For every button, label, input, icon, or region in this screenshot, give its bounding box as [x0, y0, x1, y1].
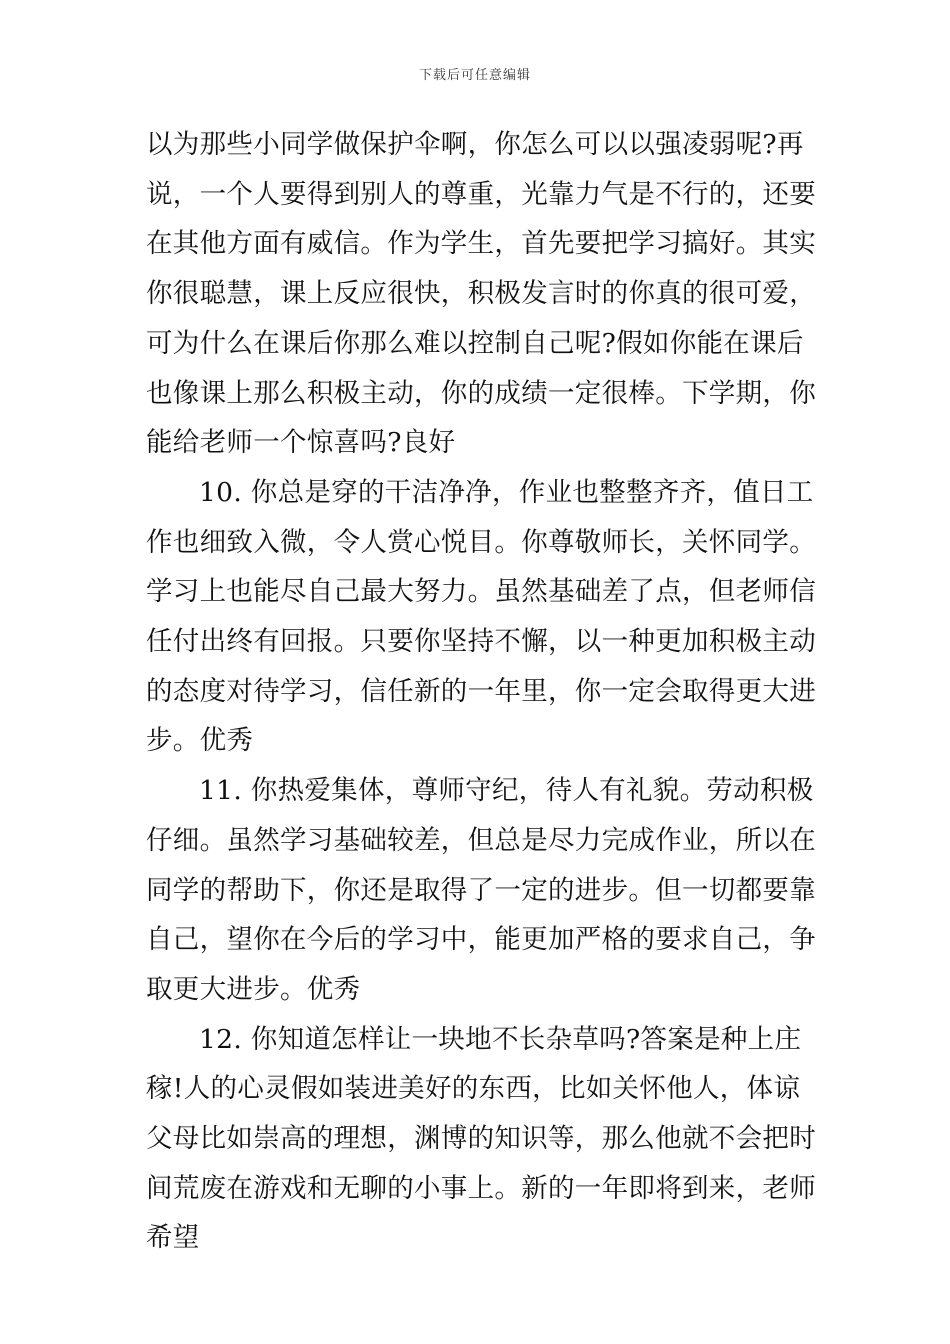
document-body: [146, 120, 816, 1263]
paragraph-10: 10. 你总是穿的干洁净净，作业也整整齐齐，值日工作也细致入微，令人赏心悦目。你尊敬师长，关怀同学。学习上也能尽自己最大努力。虽然基础差了点，但老师信任付出终有回报。只要你坚持不懈，以一种更加积极主动的态度对待学习，信任新的一年里，你一定会取得更大进步。优秀: [146, 476, 816, 757]
paragraph-continued: 以为那些小同学做保护伞啊，你怎么可以以强凌弱呢?再说，一个人要得到别人的尊重，光靠力气是不行的，还要在其他方面有威信。作为学生，首先要把学习搞好。其实你很聪慧，课上反应很快，积极发言时的你真的很可爱，可为什么在课后你那么难以控制自己呢?假如你能在课后也像课上那么积极主动，你的成绩一定很棒。下学期，你能给老师一个惊喜吗?良好: [146, 129, 816, 459]
paragraph-11: 11. 你热爱集体，尊师守纪，待人有礼貌。劳动积极仔细。虽然学习基础较差，但总是尽力完成作业，所以在同学的帮助下，你还是取得了一定的进步。但一切都要靠自己，望你在今后的学习中，能更加严格的要求自己，争取更大进步。优秀: [146, 775, 816, 1005]
paragraph-12: 12. 你知道怎样让一块地不长杂草吗?答案是种上庄稼!人的心灵假如装进美好的东西，比如关怀他人，体谅父母比如崇高的理想，渊博的知识等，那么他就不会把时间荒废在游戏和无聊的小事上。新的一年即将到来，老师希望: [146, 1023, 816, 1254]
page-header-note: 下载后可任意编辑: [418, 68, 531, 83]
